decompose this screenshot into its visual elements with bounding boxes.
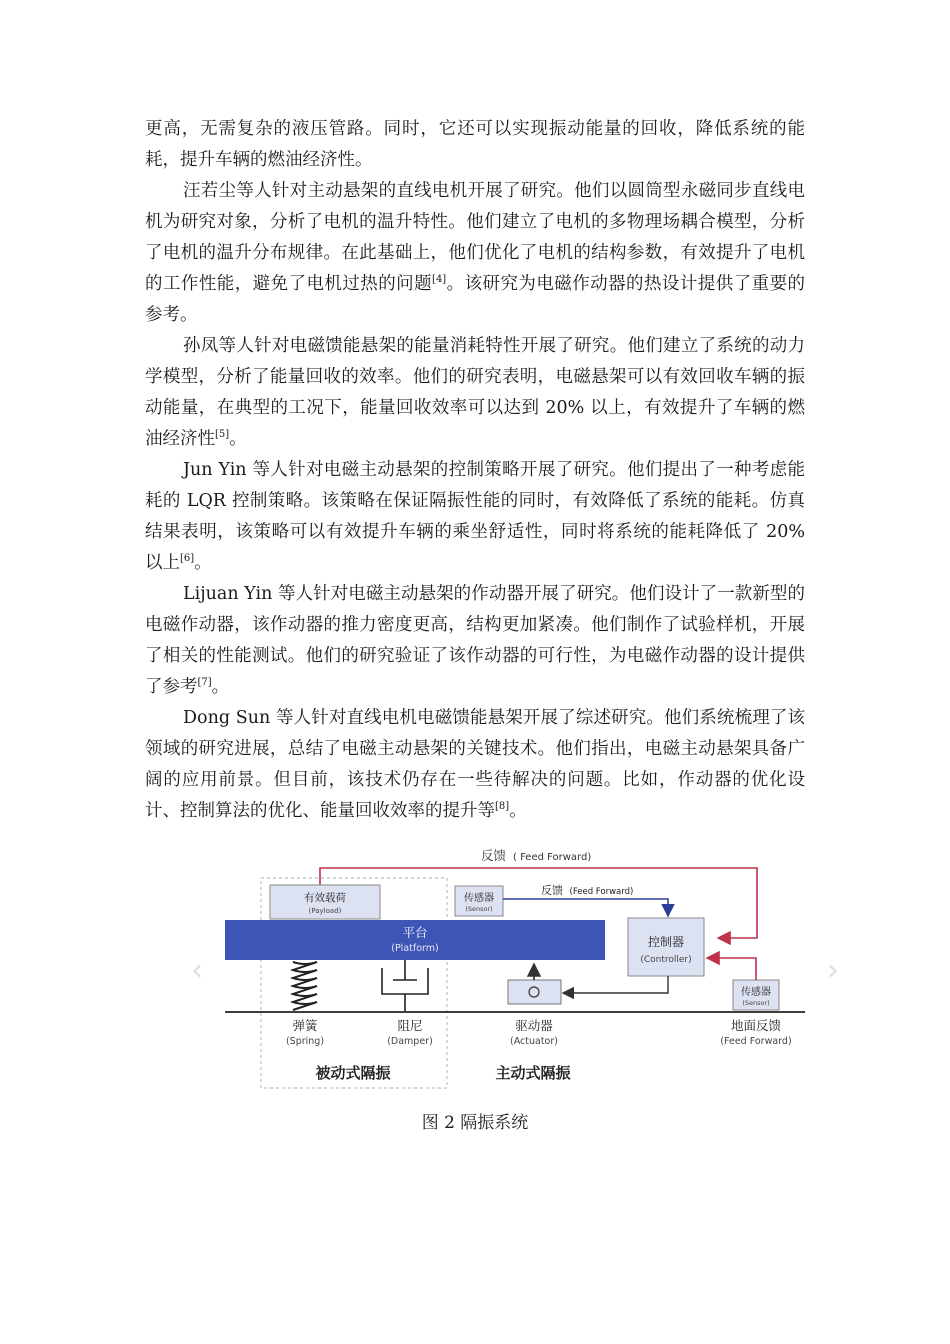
- citation-ref[interactable]: [8]: [495, 801, 510, 812]
- paragraph-text: 。该研究为电磁作动器的热设计提供了重要的参考。: [145, 274, 806, 325]
- paragraph: [145, 176, 805, 331]
- damper-icon: [382, 960, 428, 1011]
- paragraph: [145, 703, 805, 827]
- paragraph: [145, 579, 805, 703]
- sensor-top-label-en: (Sensor): [465, 905, 493, 913]
- controller-label-en: (Controller): [640, 955, 692, 965]
- paragraph: [145, 331, 805, 455]
- platform-label: 平台: [402, 925, 428, 940]
- nav-next-icon[interactable]: ›: [827, 953, 839, 988]
- damper-label: 阻尼: [397, 1018, 423, 1033]
- sensor-ground-label-en: (Sensor): [742, 999, 770, 1007]
- payload-label-en: (Payload): [308, 907, 342, 915]
- paragraph-text: 。: [229, 429, 247, 449]
- body-text: [145, 114, 805, 827]
- paragraph-text: 更高，无需复杂的液压管路。同时，它还可以实现振动能量的回收，降低系统的能耗，提升车辆的燃油经济性。: [145, 119, 805, 170]
- paragraph-text: 汪若尘等人针对主动悬架的直线电机开展了研究。他们以圆筒型永磁同步直线电机为研究对象，分析了电机的温升特性。他们建立了电机的多物理场耦合模型，分析了电机的温升分布规律。在此基础上，他们优化了电机的结构参数，有效提升了电机的工作性能，避免了电机过热的问题: [145, 181, 805, 294]
- passive-isolation-label: 被动式隔振: [315, 1064, 391, 1082]
- paragraph-text: Lijuan Yin 等人针对电磁主动悬架的作动器开展了研究。他们设计了一款新型的电磁作动器，该作动器的推力密度更高，结构更加紧凑。他们制作了试验样机，开展了相关的性能测试。他们的研究验证了该作动器的可行性，为电磁作动器的设计提供了参考: [145, 584, 805, 697]
- nav-prev-icon[interactable]: ‹: [191, 953, 203, 988]
- citation-ref[interactable]: [7]: [197, 677, 212, 688]
- feedback-mid-label: 反馈 (Feed Forward): [541, 884, 634, 897]
- sensor-ground-label: 传感器: [741, 987, 771, 998]
- paragraph-text: 。: [194, 553, 212, 573]
- payload-label: 有效载荷: [304, 892, 346, 904]
- paragraph: [145, 455, 805, 579]
- actuator-box: [508, 980, 561, 1004]
- ground-feedback-label: 地面反馈: [730, 1018, 782, 1033]
- damper-label-en: (Damper): [387, 1036, 433, 1047]
- platform-label-en: (Platform): [391, 943, 439, 954]
- paragraph-text: 。: [211, 677, 230, 697]
- controller-label: 控制器: [647, 935, 685, 949]
- isolation-diagram: [185, 838, 850, 1098]
- actuator-label-en: (Actuator): [510, 1036, 558, 1047]
- actuator-label: 驱动器: [515, 1018, 553, 1033]
- feedback-top-label: 反馈 ( Feed Forward): [481, 848, 592, 863]
- citation-ref[interactable]: [6]: [180, 553, 195, 564]
- paragraph-text: 。: [509, 801, 527, 821]
- paragraph: [145, 114, 805, 176]
- ground-feedback-label-en: (Feed Forward): [720, 1036, 792, 1047]
- spring-icon: [293, 962, 317, 1010]
- citation-ref[interactable]: [4]: [432, 274, 447, 285]
- vibration-isolation-figure: [185, 838, 850, 1098]
- paragraph-text: Dong Sun 等人针对直线电机电磁馈能悬架开展了综述研究。他们系统梳理了该领域的研究进展，总结了电磁主动悬架的关键技术。他们指出，电磁主动悬架具备广阔的应用前景。但目前，该技术仍存在一些待解决的问题。比如，作动器的优化设计、控制算法的优化、能量回收效率的提升等: [145, 708, 805, 821]
- paragraph-text: Jun Yin 等人针对电磁主动悬架的控制策略开展了研究。他们提出了一种考虑能耗的 LQR 控制策略。该策略在保证隔振性能的同时，有效降低了系统的能耗。仿真结果表明，该策略可以有效提升车辆的乘坐舒适性，同时将系统的能耗降低了 20% 以上: [145, 460, 805, 573]
- spring-label: 弹簧: [292, 1018, 318, 1033]
- paragraph-text: 孙凤等人针对电磁馈能悬架的能量消耗特性开展了研究。他们建立了系统的动力学模型，分析了能量回收的效率。他们的研究表明，电磁悬架可以有效回收车辆的振动能量，在典型的工况下，能量回收效率可以达到 20% 以上，有效提升了车辆的燃油经济性: [145, 336, 805, 449]
- feedback-ground-line: [707, 958, 756, 980]
- figure-caption: 图 2 隔振系统: [421, 1113, 529, 1133]
- feedback-mid-line: [503, 899, 668, 916]
- spring-label-en: (Spring): [285, 1036, 325, 1047]
- citation-ref[interactable]: [5]: [215, 429, 230, 440]
- sensor-top-label: 传感器: [464, 893, 494, 904]
- active-isolation-label: 主动式隔振: [495, 1064, 571, 1082]
- control-signal-line: [563, 976, 668, 993]
